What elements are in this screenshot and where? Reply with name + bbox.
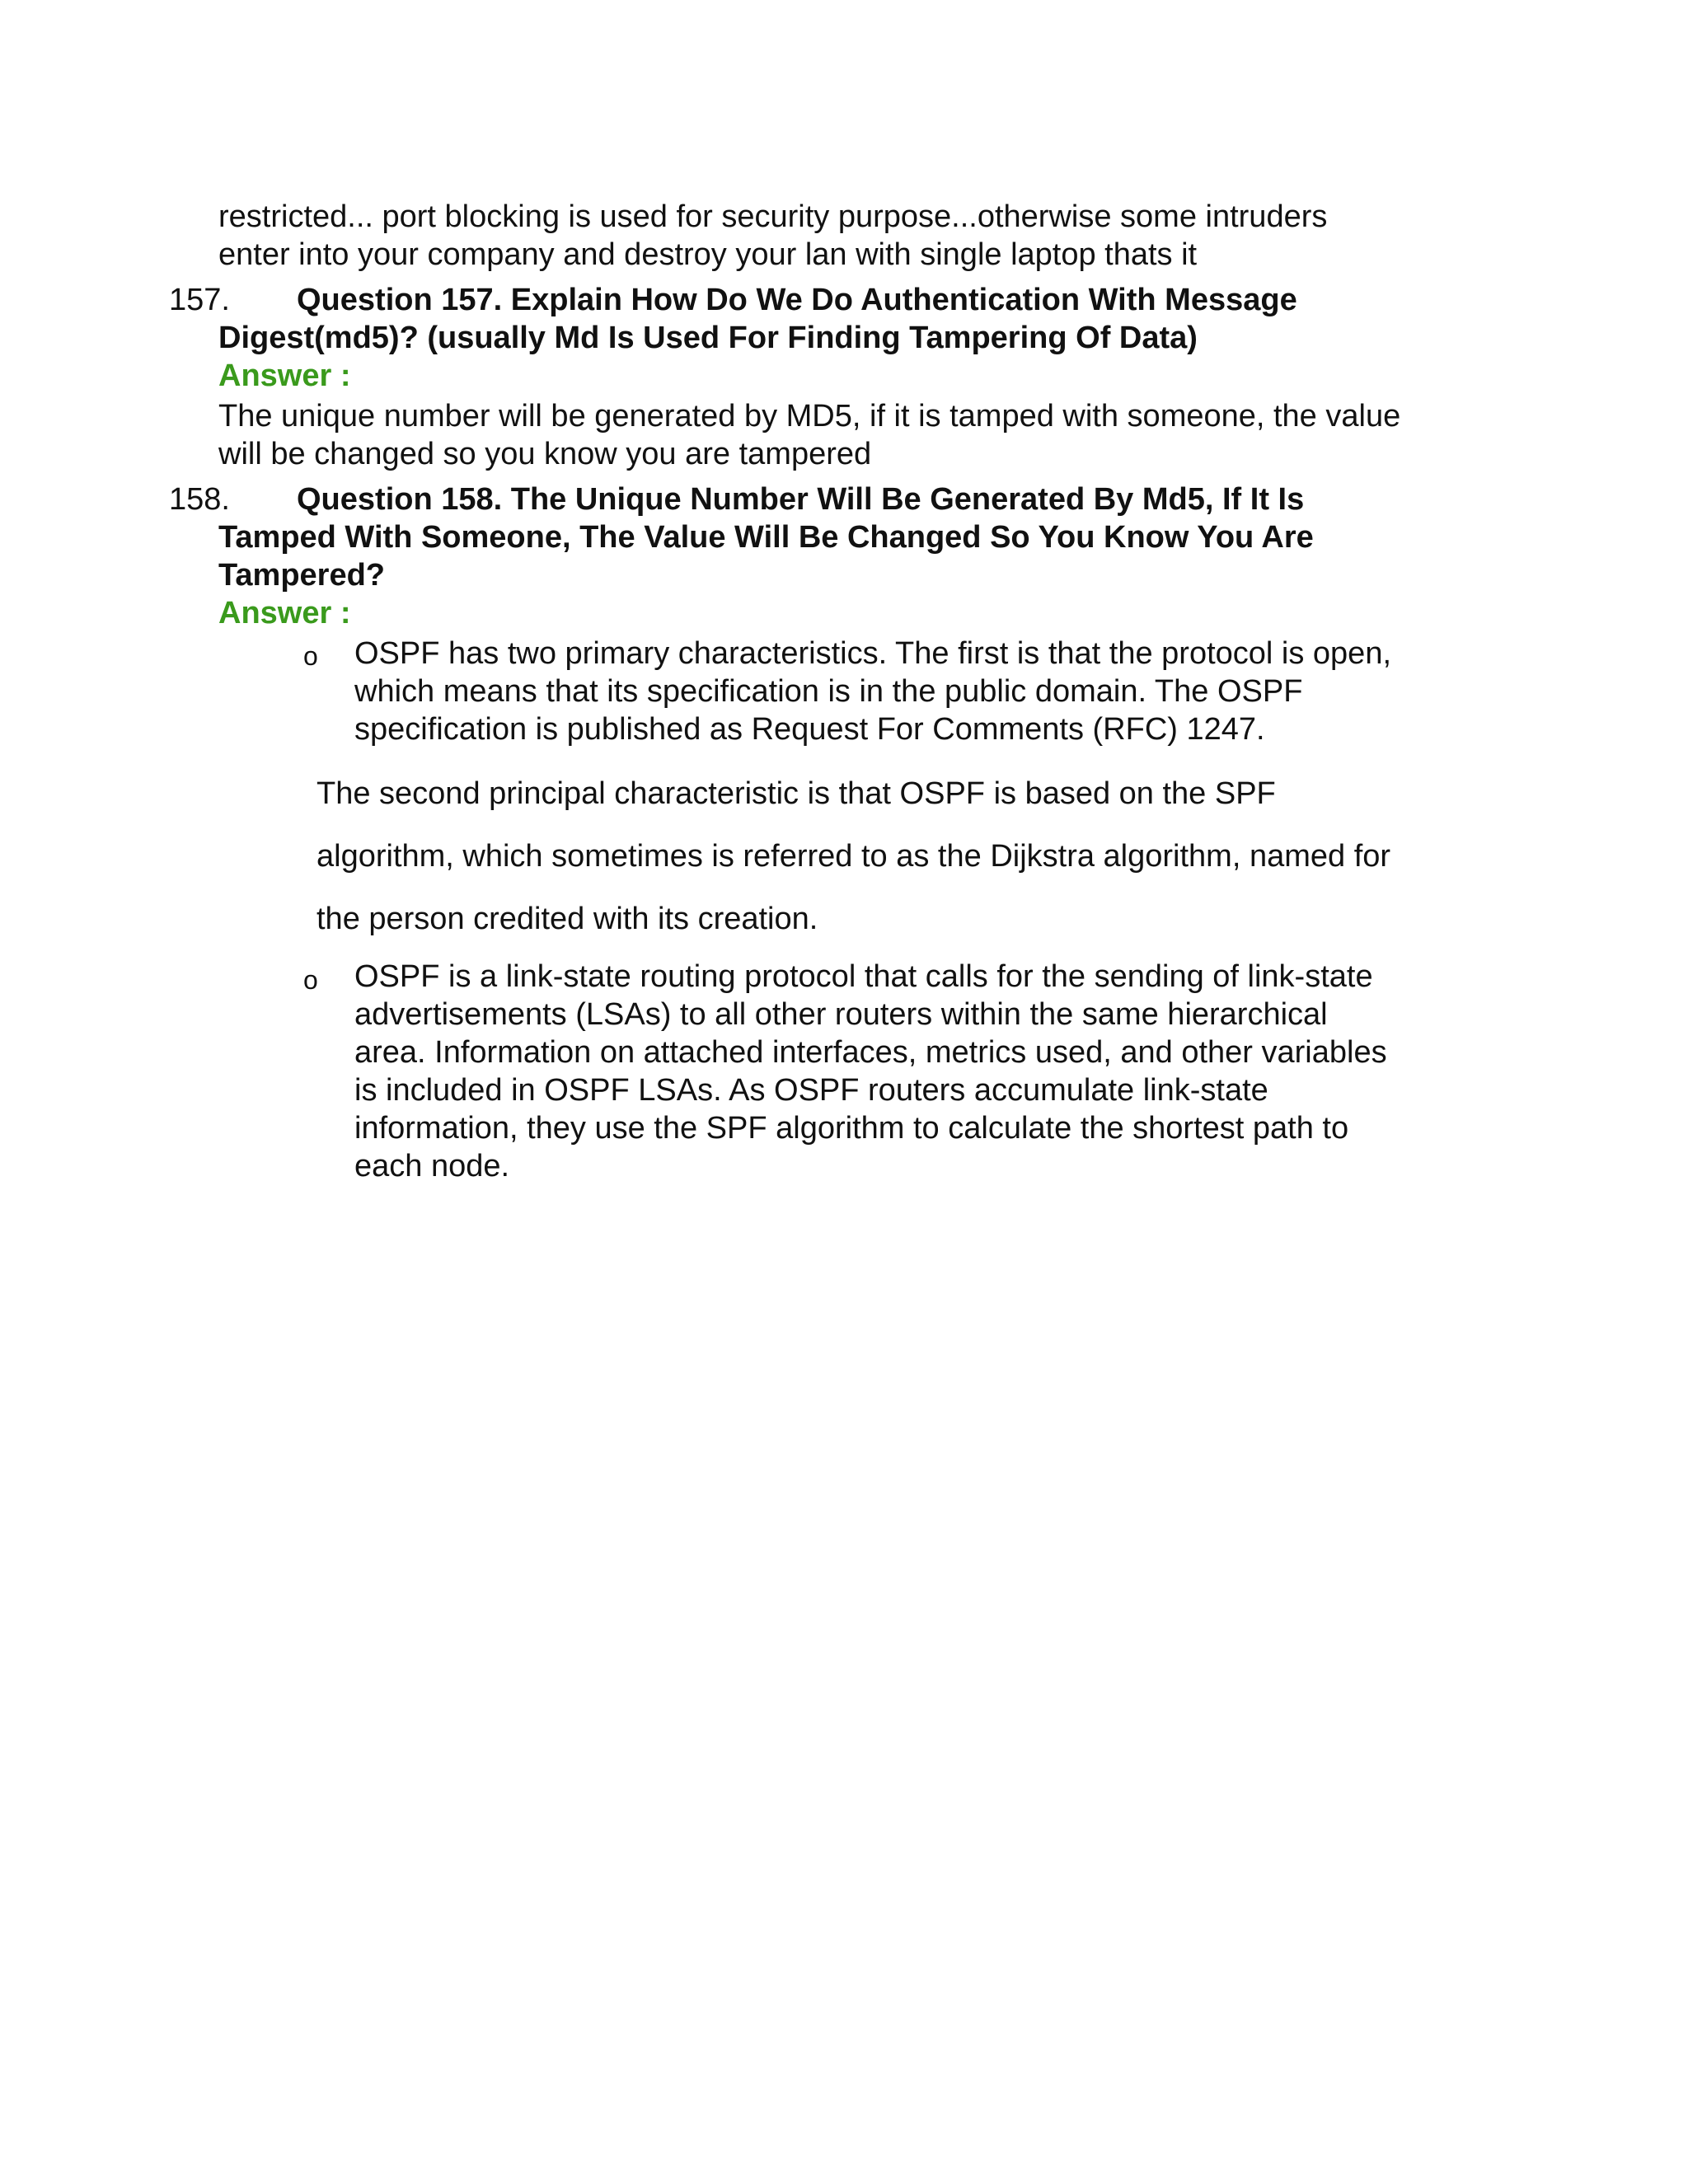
bullet-1-line-3: specification is published as Request For Comments (RFC) 1247. [354,712,1265,747]
para-line-3: the person credited with its creation. [316,902,818,936]
bullet-2-marker: o [303,965,318,995]
intro-line-2: enter into your company and destroy your lan with single laptop thats it [218,237,1198,272]
bullet-1-line-1: OSPF has two primary characteristics. The first is that the protocol is open, [354,636,1392,671]
q157-answer-label: Answer : [218,359,351,393]
q157-answer-line-2: will be changed so you know you are tampered [218,437,872,471]
bullet-1-marker: o [303,641,318,671]
q158-title-line-2: Tamped With Someone, The Value Will Be Changed So You Know You Are [218,520,1314,555]
q158-answer-label: Answer : [218,596,351,630]
bullet-2-line-2: advertisements (LSAs) to all other routers within the same hierarchical [354,997,1328,1032]
q157-title-line-2: Digest(md5)? (usually Md Is Used For Finding Tampering Of Data) [218,321,1198,355]
para-line-1: The second principal characteristic is that OSPF is based on the SPF [316,776,1276,811]
bullet-1-line-2: which means that its specification is in the public domain. The OSPF [354,674,1303,709]
q158-title-line-1: Question 158. The Unique Number Will Be Generated By Md5, If It Is [297,482,1305,517]
bullet-2-line-5: information, they use the SPF algorithm to calculate the shortest path to [354,1111,1349,1146]
q157-answer-line-1: The unique number will be generated by MD5, if it is tamped with someone, the value [218,399,1401,434]
q157-title-line-1: Question 157. Explain How Do We Do Authentication With Message [297,283,1297,317]
q157-number: 157. [169,283,230,317]
bullet-2-line-1: OSPF is a link-state routing protocol that calls for the sending of link-state [354,959,1373,994]
bullet-2-line-4: is included in OSPF LSAs. As OSPF routers accumulate link-state [354,1073,1268,1108]
intro-line-1: restricted... port blocking is used for security purpose...otherwise some intruders [218,199,1328,234]
bullet-2-line-3: area. Information on attached interfaces, metrics used, and other variables [354,1035,1387,1070]
bullet-2-line-6: each node. [354,1149,510,1183]
q158-number: 158. [169,482,230,517]
q158-title-line-3: Tampered? [218,558,386,593]
para-line-2: algorithm, which sometimes is referred to as the Dijkstra algorithm, named for [316,839,1391,874]
